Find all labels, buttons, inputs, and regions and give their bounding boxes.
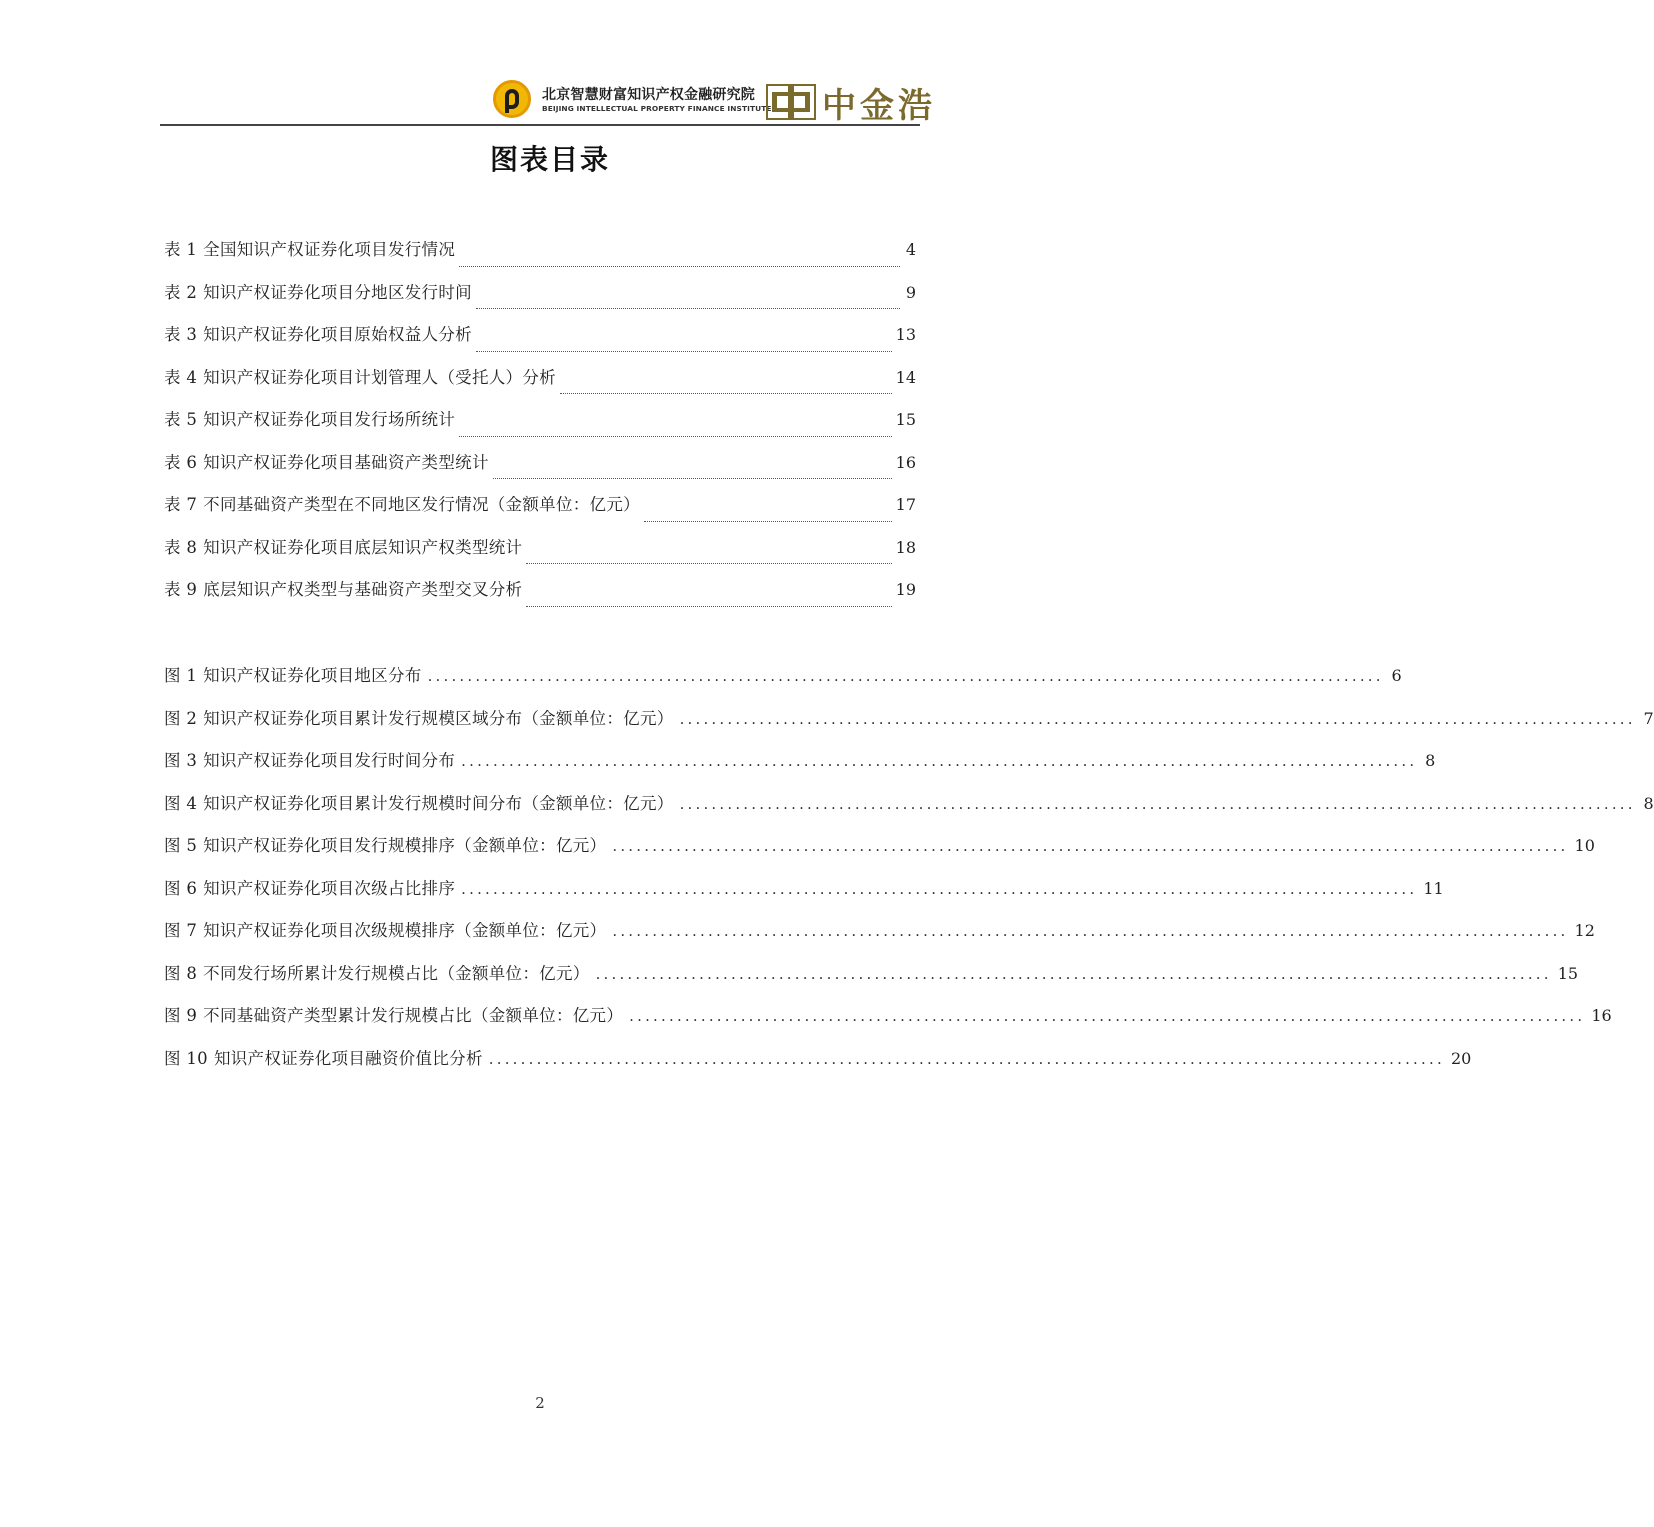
dot-leader: ........................................................................................................................: [612, 837, 1569, 855]
table-entry-title: 底层知识产权类型与基础资产类型交叉分析: [203, 580, 523, 599]
table-entry-label: [164, 576, 522, 600]
figure-entry-number: 图 10: [164, 1048, 208, 1068]
figure-entry-page: 12: [1574, 921, 1595, 940]
brand-logo-icon: [766, 84, 816, 120]
table-entry-label: [164, 236, 455, 260]
table-entry-title: 知识产权证券化项目原始权益人分析: [203, 325, 472, 344]
table-entry-page: 17: [895, 495, 916, 514]
dot-leader: ........................................................................................................................: [629, 1007, 1586, 1025]
figure-entry-number: 图 1: [164, 666, 198, 685]
table-entry-label: [164, 364, 556, 388]
figure-entry-label: [164, 832, 606, 856]
dot-leader: [476, 350, 892, 352]
figure-entry-number: 图 5: [164, 836, 198, 855]
table-entry-title: 知识产权证券化项目发行场所统计: [203, 410, 456, 429]
dot-leader: ........................................................................................................................: [679, 794, 1636, 813]
dot-leader: ........................................................................................................................: [461, 879, 1418, 898]
figure-entry-title: 知识产权证券化项目累计发行规模区域分布（金额单位：亿元）: [203, 708, 674, 728]
figure-entry-page: 7: [1643, 708, 1654, 728]
dot-leader: [644, 520, 892, 522]
dot-leader: [560, 392, 892, 394]
figure-entry-title: 知识产权证券化项目发行时间分布: [203, 751, 456, 770]
figure-entry-number: 图 8: [164, 963, 198, 983]
figure-entry-page: 6: [1391, 666, 1402, 685]
figure-entry-number: 图 6: [164, 878, 198, 898]
table-entry-label: [164, 321, 472, 345]
table-entry-label: [164, 279, 472, 303]
dot-leader: [493, 477, 892, 479]
figure-entry-label: [164, 1002, 623, 1026]
figure-entry[interactable]: [164, 832, 1595, 875]
table-entry-title: 知识产权证券化项目计划管理人（受托人）分析: [203, 367, 556, 387]
figure-entry-page: 16: [1591, 1006, 1612, 1025]
figure-entry[interactable]: [164, 790, 1654, 833]
figure-entry-title: 知识产权证券化项目地区分布: [203, 666, 422, 685]
table-entry-page: 4: [905, 240, 916, 259]
figure-entry[interactable]: [164, 662, 1402, 705]
table-entry-title: 知识产权证券化项目基础资产类型统计: [203, 452, 489, 472]
table-entry[interactable]: [164, 576, 916, 619]
figure-entry-title: 知识产权证券化项目次级占比排序: [203, 878, 456, 898]
figure-entry-title: 不同基础资产类型累计发行规模占比（金额单位：亿元）: [203, 1006, 624, 1025]
table-entry-number: 表 2: [164, 282, 198, 302]
table-entry-page: 15: [895, 410, 916, 429]
figure-entry[interactable]: [164, 1045, 1472, 1088]
page-number: 2: [535, 1394, 545, 1412]
brand-name: 中金浩: [822, 86, 936, 126]
figure-entry-label: [164, 790, 674, 814]
figure-entry-label: [164, 960, 590, 984]
figure-entry-page: 20: [1450, 1048, 1472, 1068]
table-entry[interactable]: [164, 449, 916, 492]
page-header: [0, 0, 1080, 130]
figure-entry-label: [164, 1045, 483, 1069]
table-entry-page: 13: [895, 325, 916, 344]
table-entry[interactable]: [164, 236, 916, 279]
figure-entry-page: 15: [1557, 963, 1579, 983]
table-entry[interactable]: [164, 279, 916, 322]
table-entry-title: 知识产权证券化项目底层知识产权类型统计: [203, 537, 523, 557]
table-entry-title: 知识产权证券化项目分地区发行时间: [203, 282, 472, 302]
table-entry-label: [164, 406, 455, 430]
table-entry-number: 表 7: [164, 495, 198, 514]
table-entry-page: 9: [905, 282, 916, 302]
figure-entry[interactable]: [164, 875, 1444, 918]
table-entry-number: 表 1: [164, 240, 198, 259]
figure-entry-number: 图 9: [164, 1006, 198, 1025]
table-entry-number: 表 9: [164, 580, 198, 599]
header-divider: [160, 124, 920, 126]
table-entry[interactable]: [164, 406, 916, 449]
table-entry[interactable]: [164, 491, 916, 534]
table-entry[interactable]: [164, 364, 916, 407]
institute-name-cn: 北京智慧财富知识产权金融研究院: [542, 87, 755, 103]
dot-leader: ........................................................................................................................: [612, 922, 1569, 940]
figure-entry-number: 图 7: [164, 921, 198, 940]
dot-leader: ........................................................................................................................: [679, 709, 1636, 728]
figure-entry-label: [164, 875, 455, 899]
dot-leader: [476, 307, 900, 309]
table-entry-title: 全国知识产权证券化项目发行情况: [203, 240, 456, 259]
table-entry[interactable]: [164, 321, 916, 364]
figure-entry-label: [164, 917, 606, 941]
dot-leader: [459, 265, 900, 267]
dot-leader: [459, 435, 891, 437]
dot-leader: [526, 562, 891, 564]
table-entry-label: [164, 534, 522, 558]
table-entry-page: 14: [895, 367, 916, 387]
table-entry-label: [164, 449, 489, 473]
figure-list: [164, 662, 1654, 1087]
figure-entry[interactable]: [164, 1002, 1612, 1045]
figure-entry-number: 图 3: [164, 751, 198, 770]
figure-entry-title: 知识产权证券化项目发行规模排序（金额单位：亿元）: [203, 836, 607, 855]
page-title: 图表目录: [489, 143, 610, 176]
figure-entry-page: 11: [1423, 878, 1444, 898]
figure-entry-number: 图 4: [164, 793, 198, 813]
table-entry-number: 表 3: [164, 325, 198, 344]
figure-entry-page: 8: [1643, 793, 1654, 813]
figure-entry-title: 不同发行场所累计发行规模占比（金额单位：亿元）: [203, 963, 590, 983]
figure-entry[interactable]: [164, 705, 1654, 748]
figure-entry-title: 知识产权证券化项目累计发行规模时间分布（金额单位：亿元）: [203, 793, 674, 813]
figure-entry-title: 知识产权证券化项目融资价值比分析: [213, 1048, 483, 1068]
table-entry-page: 18: [895, 537, 916, 557]
figure-entry-page: 10: [1574, 836, 1595, 855]
dot-leader: ........................................................................................................................: [461, 752, 1418, 770]
table-entry-number: 表 6: [164, 452, 198, 472]
table-list: [164, 236, 916, 619]
figure-entry-label: [164, 747, 455, 771]
figure-entry-title: 知识产权证券化项目次级规模排序（金额单位：亿元）: [203, 921, 607, 940]
figure-entry[interactable]: [164, 917, 1595, 960]
dot-leader: ........................................................................................................................: [427, 667, 1384, 685]
figure-entry-page: 8: [1425, 751, 1436, 770]
institute-logo-icon: [493, 80, 531, 118]
figure-entry[interactable]: [164, 747, 1436, 790]
table-entry-page: 16: [895, 452, 916, 472]
table-entry-page: 19: [895, 580, 916, 599]
table-entry[interactable]: [164, 534, 916, 577]
table-entry-title: 不同基础资产类型在不同地区发行情况（金额单位：亿元）: [203, 495, 640, 514]
table-entry-number: 表 4: [164, 367, 198, 387]
figure-entry[interactable]: [164, 960, 1579, 1003]
figure-entry-label: [164, 705, 674, 729]
dot-leader: ........................................................................................................................: [595, 964, 1552, 983]
table-entry-number: 表 5: [164, 410, 198, 429]
institute-name-en: BEIJING INTELLECTUAL PROPERTY FINANCE INSTITUTE: [542, 104, 772, 113]
dot-leader: ........................................................................................................................: [488, 1049, 1445, 1068]
figure-entry-number: 图 2: [164, 708, 198, 728]
dot-leader: [526, 605, 891, 607]
table-entry-number: 表 8: [164, 537, 198, 557]
figure-entry-label: [164, 662, 422, 686]
table-entry-label: [164, 491, 640, 515]
